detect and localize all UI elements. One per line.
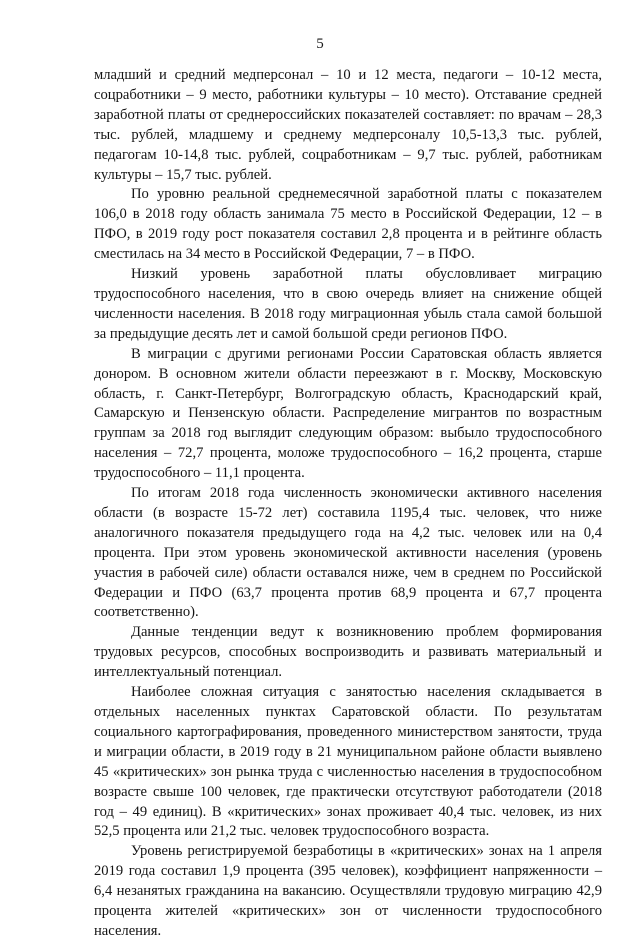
- paragraph-real-wage-ranking: По уровню реальной среднемесячной заработной платы с показателем 106,0 в 2018 году область занимала 75 место в Российской Федерации, 12 – в ПФО, в 2019 году рост показателя составил 2,8 процента и в рейтинге область сместилась на 34 место в Российской Федерации, 7 – в ПФО.: [94, 186, 602, 263]
- paragraph-low-wage-migration: Низкий уровень заработной платы обусловливает миграцию трудоспособного населения, что в свою очередь влияет на снижение общей численности населения. В 2018 году миграционная убыль стала самой большой за предыдущие десять лет и самой большой среди регионов ПФО.: [94, 266, 602, 342]
- paragraph-trends: Данные тенденции ведут к возникновению проблем формирования трудовых ресурсов, способных воспроизводить и развивать материальный и интеллектуальный потенциал.: [94, 624, 602, 681]
- paragraph-migration-donor: В миграции с другими регионами России Саратовская область является донором. В основном жители области переезжают в г. Москву, Московскую область, г. Санкт-Петербург, Волгоградскую область, Краснодарский край, Самарскую и Пензенскую области. Распределение мигрантов по возрастным группам за 2018 год выглядит следующим образом: выбыло трудоспособного населения – 72,7 процента, моложе трудоспособного – 16,2 процента, старше трудоспособного – 11,1 процента.: [94, 345, 602, 482]
- paragraph-continuation: младший и средний медперсонал – 10 и 12 места, педагоги – 10-12 места, соцработники – 9 место, работники культуры – 10 место). Отставание средней заработной платы от среднероссийских показателей составляет: по врачам – 28,3 тыс. рублей, младшему и среднему медперсоналу 10,5-13,3 тыс. рублей, педагогам 10-14,8 тыс. рублей, соцработникам – 9,7 тыс. рублей, работникам культуры – 15,7 тыс. рублей.: [94, 67, 602, 183]
- paragraph-critical-zones: Наиболее сложная ситуация с занятостью населения складывается в отдельных населенных пунктах Саратовской области. По результатам социального картографирования, проведенного министерством занятости, труда и миграции области, в 2019 году в 21 муниципальном районе области выявлено 45 «критических» зон рынка труда с численностью населения в трудоспособном возрасте свыше 100 человек, где практически отсутствуют работодатели (2018 год – 49 единиц). В «критических» зонах проживает 40,4 тыс. человек, из них 52,5 процента или 21,2 тыс. человек трудоспособного возраста.: [94, 684, 602, 840]
- paragraph-unemployment-level: Уровень регистрируемой безработицы в «критических» зонах на 1 апреля 2019 года составил 1,9 процента (395 человек), коэффициент напряженности – 6,4 незанятых гражданина на вакансию. Осуществляли трудовую миграцию 42,9 процента жителей «критических» зон от численности трудоспособного населения.: [94, 843, 602, 939]
- paragraph-economically-active: По итогам 2018 года численность экономически активного населения области (в возрасте 15-72 лет) составила 1195,4 тыс. человек, что ниже аналогичного показателя предыдущего года на 4,2 тыс. человек или на 0,4 процента. При этом уровень экономической активности населения (уровень участия в рабочей силе) области оставался ниже, чем в среднем по Российской Федерации и ПФО (63,7 процента против 68,9 процента и 67,7 процента соответственно).: [94, 485, 602, 621]
- document-body: [94, 66, 602, 942]
- page-number: 5: [316, 36, 324, 52]
